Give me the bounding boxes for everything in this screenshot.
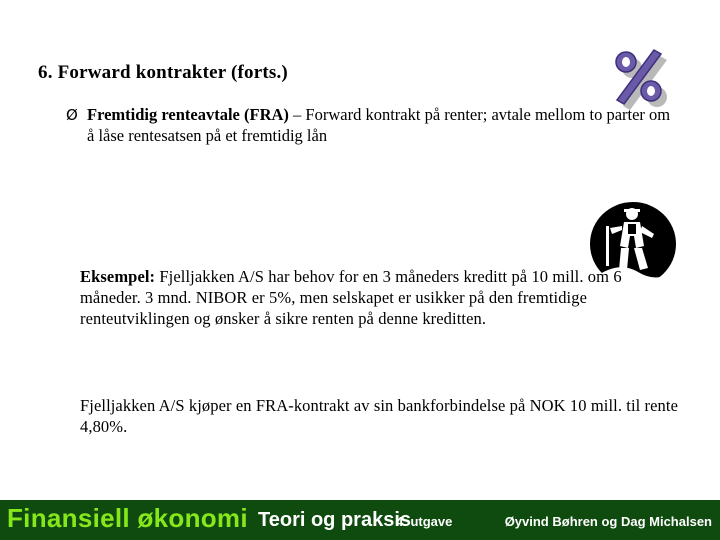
footer-edition: 4. utgave [396, 514, 453, 529]
example-text: Fjelljakken A/S har behov for en 3 måneders kreditt på 10 mill. om 6 måneder. 3 mnd. NIBOR er 5%, men selskapet er usikker på den fremtidige renteutviklingen og ønsker å sikre renten på denne kreditten. [80, 267, 622, 328]
slide-title: 6. Forward kontrakter (forts.) [38, 62, 288, 83]
bullet-description: – Forward kontrakt på renter; avtale mellom to parter om å låse rentesatsen på et fremtidig lån [87, 105, 671, 145]
footer-brand: Finansiell økonomi [7, 503, 248, 533]
example-label: Eksempel: [80, 267, 156, 286]
purchase-paragraph: Fjelljakken A/S kjøper en FRA-kontrakt av sin bankforbindelse på NOK 10 mill. til rente 4,80%. [80, 396, 679, 436]
footer-banner [0, 500, 720, 540]
example-paragraph [80, 266, 628, 329]
bullet-text [66, 104, 676, 146]
fra-bullet [66, 104, 676, 146]
footer-authors: Øyvind Bøhren og Dag Michalsen [504, 514, 712, 529]
footer-subtitle: Teori og praksis [258, 509, 412, 531]
bullet-term: Fremtidig renteavtale (FRA) [87, 105, 289, 124]
percent-sign-icon [606, 46, 676, 112]
arrow-bullet-icon: Ø [66, 106, 78, 124]
